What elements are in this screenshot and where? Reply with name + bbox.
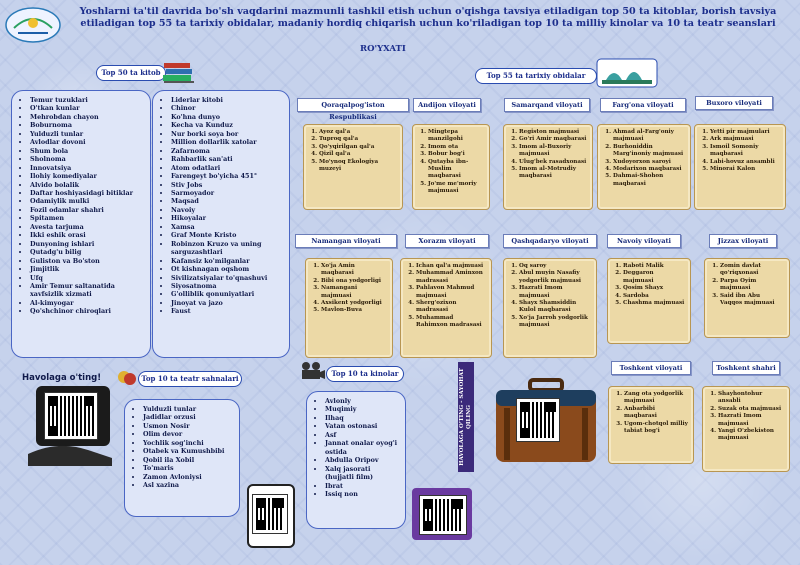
site-item: 2. Imom ota: [428, 144, 484, 151]
site-item: 3. Xudoyorxon saroyi: [613, 159, 685, 166]
site-item: 4. Qutayba ibn-Muslim maqbarasi: [428, 159, 484, 181]
theatre-item: • To'maris: [143, 464, 233, 472]
site-item: 3. Hazrati Imom majmuasi: [519, 285, 591, 300]
site-item: 1. Zang ota yodgorlik majmuasi: [624, 391, 688, 406]
site-item: 4. Labi-hovuz ansambli: [710, 159, 780, 166]
site-item: 5. Imom al-Motrudiy maqbarasi: [519, 166, 587, 181]
region-scroll: [303, 124, 403, 210]
site-item: 4. Modarixon maqbarasi: [613, 166, 685, 173]
site-item: 1. Oq saroy: [519, 263, 591, 270]
region-scroll: [608, 386, 694, 464]
film-item: • Avlonly: [325, 397, 399, 405]
book-item: • Qo'shchinor chiroqlari: [30, 307, 144, 315]
book-item: • Shum bola: [30, 147, 144, 155]
book-item: • Jimjitlik: [30, 265, 144, 273]
region-header: Toshkent viloyati: [611, 361, 691, 375]
book-item: • Odamiylik mulki: [30, 197, 144, 205]
book-item: • Ko'hna dunyo: [171, 113, 283, 121]
region-header: Toshkent shahri: [712, 361, 780, 375]
site-item: 3. Pahlavon Mahmud majmuasi: [416, 285, 486, 300]
site-item: 2. Parpa Oyim majmuasi: [720, 278, 784, 293]
theatre-item: • Qobil ila Xobil: [143, 456, 233, 464]
site-item: 1. Shayhontohur ansabli: [718, 391, 784, 406]
site-item: 3. Said ibn Abu Vaqqos majmuasi: [720, 293, 784, 308]
book-item: • Fozil odamlar shahri: [30, 206, 144, 214]
book-item: • Ikki eshik orasi: [30, 231, 144, 239]
book-item: • Avesta tarjuma: [30, 223, 144, 231]
book-item: • Alvido bolalik: [30, 181, 144, 189]
sites-label: Top 55 ta tarixiy obidalar: [475, 68, 597, 84]
side-label: HAVOLAGA O'TING - SAYOHAT QILING: [459, 368, 472, 466]
book-item: • Yulduzli tunlar: [30, 130, 144, 138]
site-item: 3. Ugom-chotqol milliy tabiat bog'i: [624, 421, 688, 436]
ministry-logo: [4, 6, 62, 44]
site-item: 1. Ayoz qal'a: [319, 129, 397, 136]
book-item: • Chinor: [171, 104, 283, 112]
site-item: 4. Qizil qal'a: [319, 151, 397, 158]
region-scroll: [503, 258, 597, 358]
book-item: • Million dollarlik xatolar: [171, 138, 283, 146]
book-item: • Daftar hoshiyasidagi bitiklar: [30, 189, 144, 197]
theatre-item: • Yulduzli tunlar: [143, 405, 233, 413]
region-header: Buxoro viloyati: [695, 96, 773, 110]
book-item: • G'olliblik qonuniyatlari: [171, 290, 283, 298]
site-item: 4. Ulug'bek rasadxonasi: [519, 159, 587, 166]
book-item: • Boburnoma: [30, 121, 144, 129]
region-scroll: [305, 258, 393, 358]
book-item: • Qutadg'u bilig: [30, 248, 144, 256]
book-item: • O'tkan kunlar: [30, 104, 144, 112]
theatre-item: • Olim devor: [143, 430, 233, 438]
site-item: 4. Sherg'ozixon madrasasi: [416, 300, 486, 315]
films-qr-code[interactable]: [252, 494, 288, 534]
region-scroll: [400, 258, 492, 358]
site-item: 1. Raboti Malik: [623, 263, 685, 270]
site-item: 3. Qosim Shayx: [623, 285, 685, 292]
region-scroll: [702, 386, 790, 472]
book-item: • Sarmoyador: [171, 189, 283, 197]
book-item: • Liderlar kitobi: [171, 96, 283, 104]
book-item: • Mehrobdan chayon: [30, 113, 144, 121]
book-item: • Spitamen: [30, 214, 144, 222]
film-item: • Asf: [325, 431, 399, 439]
book-item: • Hikoyalar: [171, 214, 283, 222]
books-list-col2: [152, 90, 290, 358]
site-item: 2. Ark majmuasi: [710, 136, 780, 143]
site-item: 1. Xo'ja Amin maqbarasi: [321, 263, 387, 278]
site-item: 1. Yetti pir majmulari: [710, 129, 780, 136]
region-scroll: [704, 258, 790, 338]
book-item: • Navoiy: [171, 206, 283, 214]
region-scroll: [607, 258, 691, 344]
region-header: Farg'ona viloyati: [600, 98, 686, 112]
book-item: • Sholnoma: [30, 155, 144, 163]
film-item: • Abdulla Oripov: [325, 456, 399, 464]
film-item: • Ilhaq: [325, 414, 399, 422]
site-item: 2. Burhoniddin Marg'inoniy majmuasi: [613, 144, 685, 159]
film-item: • Vatan ostonasi: [325, 422, 399, 430]
region-header: Xorazm viloyati: [405, 234, 489, 248]
book-item: • Robinzon Kruzo va uning sarguzashtlari: [171, 240, 283, 257]
books-label: Top 50 ta kitob: [96, 65, 166, 81]
film-item: • Issiq non: [325, 490, 399, 498]
region-header: Qoraqalpog'iston Respublikasi: [297, 98, 409, 112]
site-item: 2. Deggaron majmuasi: [623, 270, 685, 285]
book-item: • Zafarnoma: [171, 147, 283, 155]
travel-qr-code[interactable]: [419, 495, 467, 535]
site-item: 3. Bobur bog'i: [428, 151, 484, 158]
site-item: 4. Shayx Shamsiddin Kulol maqbarasi: [519, 300, 591, 315]
region-header: Samarqand viloyati: [504, 98, 590, 112]
theatre-item: • Zamon Avloniysi: [143, 473, 233, 481]
book-item: • Amir Temur saltanatida xavfsizlik xizmati: [30, 282, 144, 299]
theatre-item: • Usmon Nosir: [143, 422, 233, 430]
book-item: • Innovatsiya: [30, 164, 144, 172]
site-item: 1. Registon majmuasi: [519, 129, 587, 136]
book-item: • Graf Monte Kristo: [171, 231, 283, 239]
book-item: • Ufq: [30, 274, 144, 282]
site-item: 2. Muhammad Aminxon madrasasi: [416, 270, 486, 285]
theatre-list: [124, 399, 240, 517]
book-item: • Atom odatlari: [171, 164, 283, 172]
books-list-col1: [11, 90, 151, 358]
site-item: 1. Mingtepa manzilgohi: [428, 129, 484, 144]
theatre-item: • Otabek va Kumushbibi: [143, 447, 233, 455]
site-item: 3. Hazrati Imom majmuasi: [718, 413, 784, 428]
films-label: Top 10 ta kinolar: [326, 366, 404, 382]
book-item: • Farengeyt bo'yicha 451°: [171, 172, 283, 180]
landmark-icon: [596, 58, 658, 88]
page-title: Yoshlarni ta'til davrida bo'sh vaqdarini mazmunli tashkil etish uchun o'qishga tavsiya etiladigan top 50 ta kitoblar, borish tavsiya etiladigan top 55 ta tarixiy obidalar, madaniy hordiq chiqarish uchun ko'riladigan top 10 ta milliy kinolar va 10 ta teatr seanslari: [79, 6, 777, 29]
book-item: • Dunyoning ishlari: [30, 240, 144, 248]
region-scroll: [503, 124, 593, 210]
book-item: • Maqsad: [171, 197, 283, 205]
site-item: 2. Anbarbibi maqbarasi: [624, 406, 688, 421]
film-item: • Muqimiy: [325, 405, 399, 413]
site-item: 4. Sardoba: [623, 293, 685, 300]
site-item: 3. Imom al-Buxoriy majmuasi: [519, 144, 587, 159]
theatre-item: • Asl xazina: [143, 481, 233, 489]
book-item: • Siyosatnoma: [171, 282, 283, 290]
film-item: • Ibrat: [325, 482, 399, 490]
books-icon: [162, 60, 196, 84]
qr-label: Havolaga o'ting!: [22, 373, 102, 383]
site-item: 4. Yangi O'zbekiston majmuasi: [718, 428, 784, 443]
site-item: 5. Dahmai-Shohon maqbarasi: [613, 173, 685, 188]
site-item: 1. Zomin davlat qo'riqxonasi: [720, 263, 784, 278]
page-subtitle: RO'YXATI: [360, 44, 406, 54]
site-item: 5. Xo'ja Jarroh yodgorlik majmuasi: [519, 315, 591, 330]
site-item: 3. Namangani majmuasi: [321, 285, 387, 300]
film-camera-icon: [300, 361, 326, 381]
theatre-masks-icon: [117, 368, 137, 388]
film-item: • Xalq jasorati (hujjatli film): [325, 465, 399, 482]
book-item: • Xamsa: [171, 223, 283, 231]
site-item: 1. Ahmad al-Farg'oniy majmuasi: [613, 129, 685, 144]
book-item: • Al-kimyogar: [30, 299, 144, 307]
film-item: • Jannat onalar oyog'i ostida: [325, 439, 399, 456]
book-item: • Ilohiy komediyalar: [30, 172, 144, 180]
region-header: Jizzax viloyati: [709, 234, 777, 248]
book-item: • Kecha va Kunduz: [171, 121, 283, 129]
region-scroll: [694, 124, 786, 210]
book-item: • Ot kishnagan oqshom: [171, 265, 283, 273]
book-item: • Guliston va Bo'ston: [30, 257, 144, 265]
site-item: 2. Bibi ona yodgorligi: [321, 278, 387, 285]
book-item: • Rahbarlik san'ati: [171, 155, 283, 163]
book-item: • Temur tuzuklari: [30, 96, 144, 104]
site-item: 5. Mo'ynoq Ekologiya muzeyi: [319, 159, 397, 174]
region-scroll: [597, 124, 691, 210]
qr-code[interactable]: [44, 392, 98, 440]
book-item: • Kafansiz ko'milganlar: [171, 257, 283, 265]
site-item: 5. Mavlon-Buva: [321, 307, 387, 314]
region-header: Qashqadaryo viloyati: [503, 234, 597, 248]
book-item: • Nur borki soya bor: [171, 130, 283, 138]
site-item: 2. Abul muyin Nasafiy yodgorlik majmuasi: [519, 270, 591, 285]
theatre-item: • Jadidlar orzusi: [143, 413, 233, 421]
films-list: [306, 391, 406, 529]
site-item: 2. Tuproq qal'a: [319, 136, 397, 143]
book-item: • Stiv Jobs: [171, 181, 283, 189]
book-item: • Avlodlar dovoni: [30, 138, 144, 146]
site-item: 3. Ismoil Somoniy maqbarasi: [710, 144, 780, 159]
site-item: 2. Suzak ota majmuasi: [718, 406, 784, 413]
site-item: 2. Go'ri Amir maqbarasi: [519, 136, 587, 143]
suitcase-qr-code[interactable]: [516, 398, 560, 442]
site-item: 5. Muhammad Rahimxon madrasasi: [416, 315, 486, 330]
book-item: • Faust: [171, 307, 283, 315]
book-item: • Jinoyat va jazo: [171, 299, 283, 307]
theatre-label: Top 10 ta teatr sahnalari: [138, 371, 242, 387]
region-header: Namangan viloyati: [295, 234, 397, 248]
site-item: 5. Minorai Kalon: [710, 166, 780, 173]
site-item: 3. Qo'yqirilgan qal'a: [319, 144, 397, 151]
region-header: Andijon viloyati: [413, 98, 481, 112]
book-item: • Sivilizatsiyalar to'qnashuvi: [171, 274, 283, 282]
site-item: 4. Axsikent yodgorligi: [321, 300, 387, 307]
site-item: 5. Jo'me me'moriy majmuasi: [428, 181, 484, 196]
site-item: 5. Chashma majmuasi: [623, 300, 685, 307]
theatre-item: • Yochlik sog'inchi: [143, 439, 233, 447]
region-header: Navoiy viloyati: [607, 234, 681, 248]
region-scroll: [412, 124, 490, 210]
site-item: 1. Ichan qal'a majmuasi: [416, 263, 486, 270]
